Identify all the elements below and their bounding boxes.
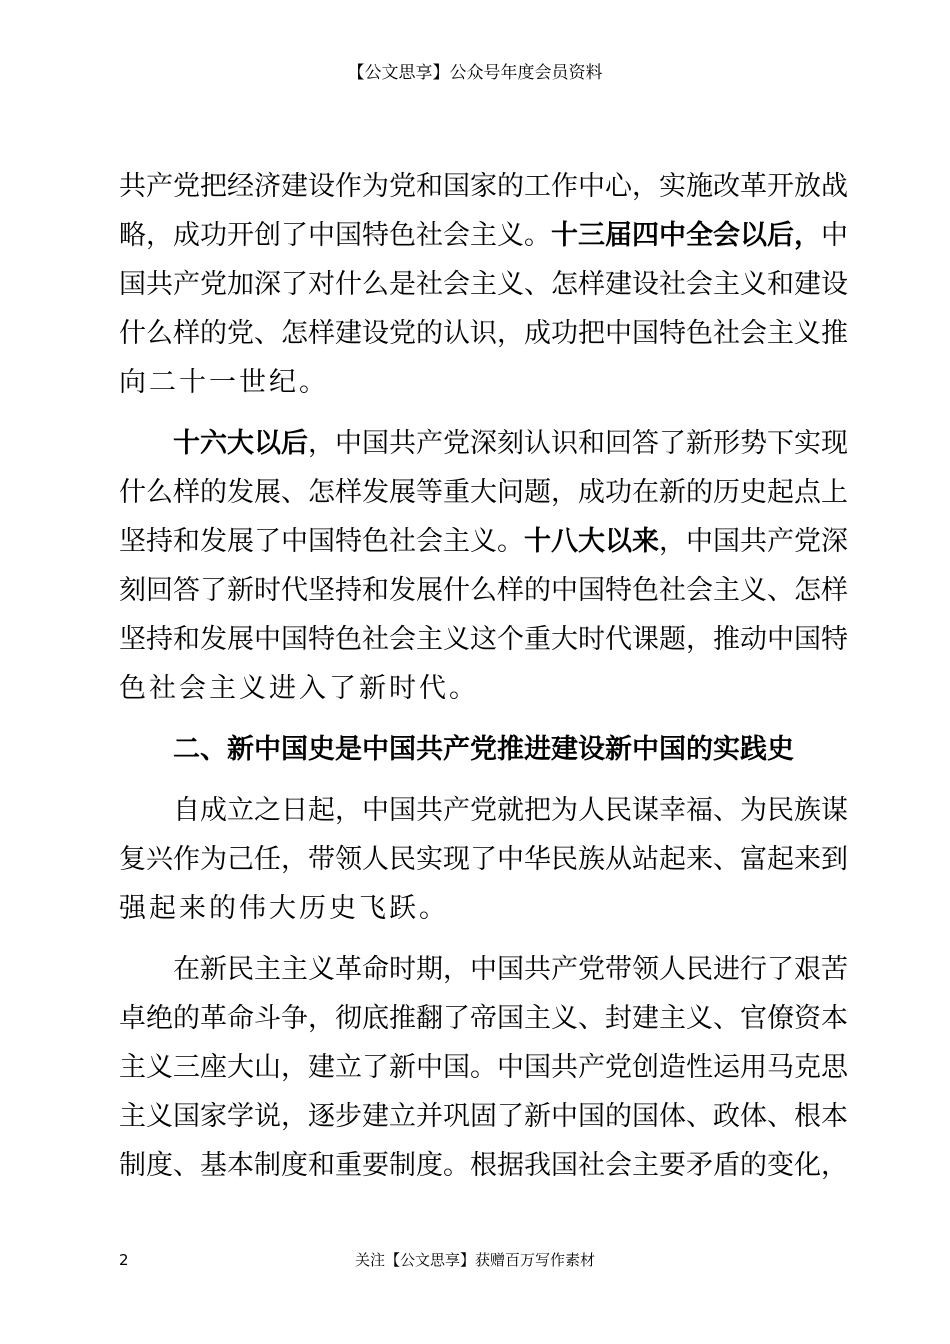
text-line: 向二十一世纪。 [119,367,329,398]
text-line: 什么样的党、怎样建设党的认识，成功把中国特色社会主义推 [119,318,848,349]
text-line: 主义国家学说，逐步建立并巩固了新中国的国体、政体、根本 [119,1101,848,1132]
text-line: 制度、基本制度和重要制度。根据我国社会主要矛盾的变化， [119,1150,848,1181]
text-line: 坚持和发展中国特色社会主义这个重大时代课题，推动中国特 [119,624,848,655]
text-span: ，中国共产党深 [659,526,848,557]
paragraph-2 [119,419,848,713]
text-line [119,211,848,260]
paragraph-gap [119,407,831,419]
text-line: 国共产党加深了对什么是社会主义、怎样建设社会主义和建设 [119,269,848,300]
paragraph-4 [119,945,848,1190]
bold-phrase: 十三届四中全会以后， [551,220,821,251]
text-line: 复兴作为己任，带领人民实现了中华民族从站起来、富起来到 [119,844,848,875]
page-header: 【公文思享】公众号年度会员资料 [347,63,603,83]
paragraph-gap [119,933,831,945]
paragraph-gap [119,774,831,786]
page-number: 2 [119,1251,129,1269]
bold-phrase: 十八大以来 [524,526,659,557]
text-span: ，中国共产党深刻认识和回答了新形势下实现 [308,428,848,459]
text-line [119,517,848,566]
text-line: 主义三座大山，建立了新中国。中国共产党创造性运用马克思 [119,1052,848,1083]
text-line: 卓绝的革命斗争，彻底推翻了帝国主义、封建主义、官僚资本 [119,1003,848,1034]
page-footer: 关注【公文思享】获赠百万写作素材 [354,1251,595,1269]
paragraph-gap [119,713,831,725]
text-line: 刻回答了新时代坚持和发展什么样的中国特色社会主义、怎样 [119,575,848,606]
paragraph-3 [119,786,848,933]
text-line [119,419,848,468]
text-line: 自成立之日起，中国共产党就把为人民谋幸福、为民族谋 [173,795,848,826]
section-heading: 二、新中国史是中国共产党推进建设新中国的实践史 [173,734,794,765]
text-line: 共产党把经济建设作为党和国家的工作中心，实施改革开放战 [119,171,848,202]
text-span: 中 [821,220,848,251]
bold-phrase: 十六大以后 [173,428,308,459]
text-line: 在新民主主义革命时期，中国共产党带领人民进行了艰苦 [173,954,848,985]
text-line: 强起来的伟大历史飞跃。 [119,893,449,924]
paragraph-1 [119,162,848,407]
text-line: 什么样的发展、怎样发展等重大问题，成功在新的历史起点上 [119,477,848,508]
text-span: 略，成功开创了中国特色社会主义。 [119,220,551,251]
document-body [119,162,848,1190]
text-span: 坚持和发展了中国特色社会主义。 [119,526,524,557]
text-line: 色社会主义进入了新时代。 [119,673,479,704]
